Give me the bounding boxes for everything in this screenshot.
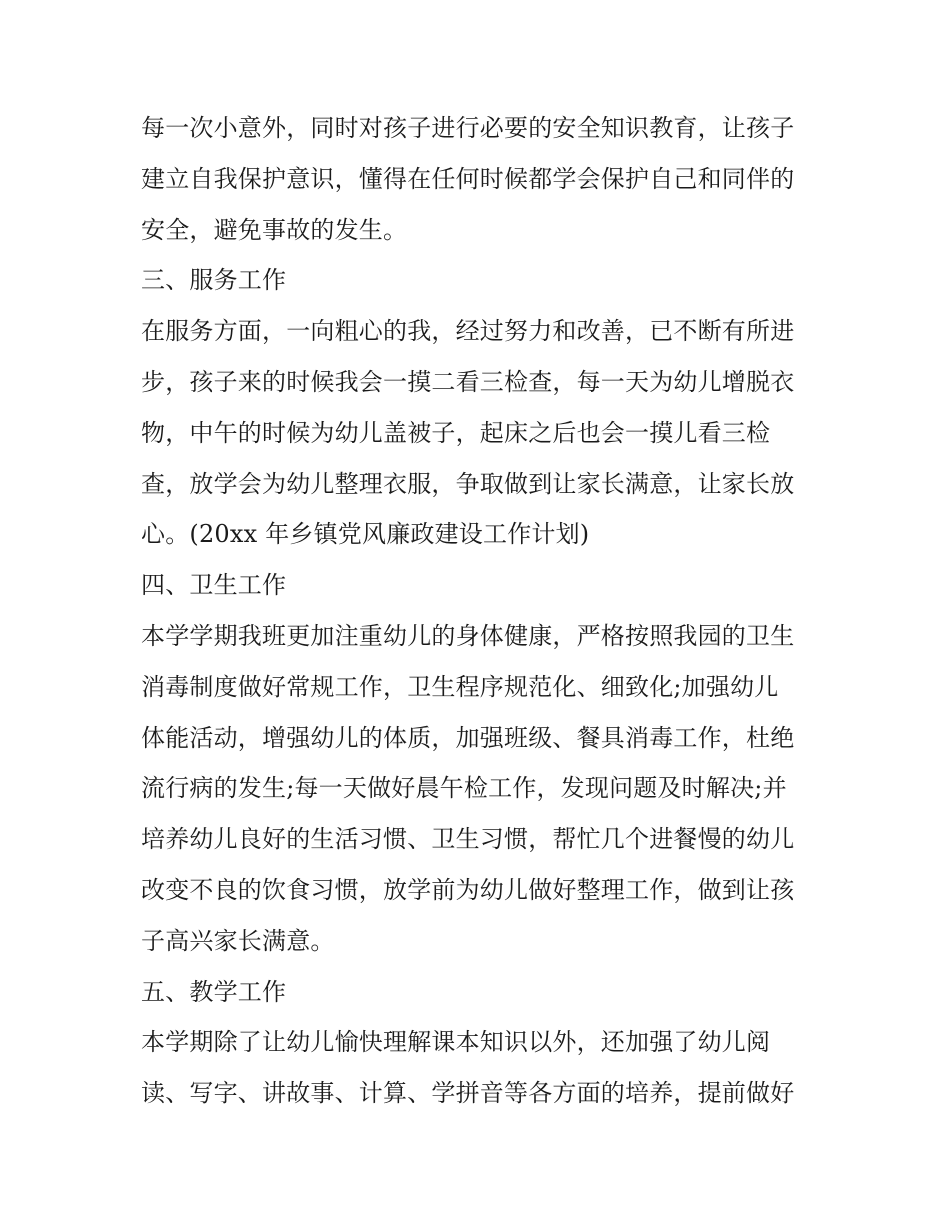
paragraph-line: 查，放学会为幼儿整理衣服，争取做到让家长满意，让家长放 [141,469,795,498]
paragraph-line: 子高兴家长满意。 [141,926,335,955]
paragraph-line: 培养幼儿良好的生活习惯、卫生习惯，帮忙几个进餐慢的幼儿 [141,825,795,854]
paragraph-line: 读、写字、讲故事、计算、学拼音等各方面的培养，提前做好 [141,1079,795,1108]
paragraph-line: 在服务方面，一向粗心的我，经过努力和改善，已不断有所进 [141,317,795,346]
paragraph-line: 心。(20xx 年乡镇党风廉政建设工作计划) [141,520,590,549]
paragraph-line: 安全，避免事故的发生。 [141,215,408,244]
paragraph-line: 体能活动，增强幼儿的体质，加强班级、餐具消毒工作，杜绝 [141,723,795,752]
paragraph-line: 本学期除了让幼儿愉快理解课本知识以外，还加强了幼儿阅 [141,1028,771,1057]
paragraph-line: 步，孩子来的时候我会一摸二看三检查，每一天为幼儿增脱衣 [141,367,795,396]
document-body [141,103,813,1119]
paragraph-line: 建立自我保护意识，懂得在任何时候都学会保护自己和同伴的 [141,164,795,193]
section-heading-service: 三、服务工作 [141,266,287,295]
paragraph-line: 消毒制度做好常规工作，卫生程序规范化、细致化;加强幼儿 [141,672,779,701]
section-heading-hygiene: 四、卫生工作 [141,571,287,600]
paragraph-line: 每一次小意外，同时对孩子进行必要的安全知识教育，让孩子 [141,114,795,142]
paragraph-line: 本学学期我班更加注重幼儿的身体健康，严格按照我园的卫生 [141,621,795,650]
paragraph-line: 流行病的发生;每一天做好晨午检工作，发现问题及时解决;并 [141,774,787,803]
paragraph-line: 改变不良的饮食习惯，放学前为幼儿做好整理工作，做到让孩 [141,875,795,904]
section-heading-teaching: 五、教学工作 [141,977,287,1006]
paragraph-line: 物，中午的时候为幼儿盖被子，起床之后也会一摸儿看三检 [141,418,771,447]
